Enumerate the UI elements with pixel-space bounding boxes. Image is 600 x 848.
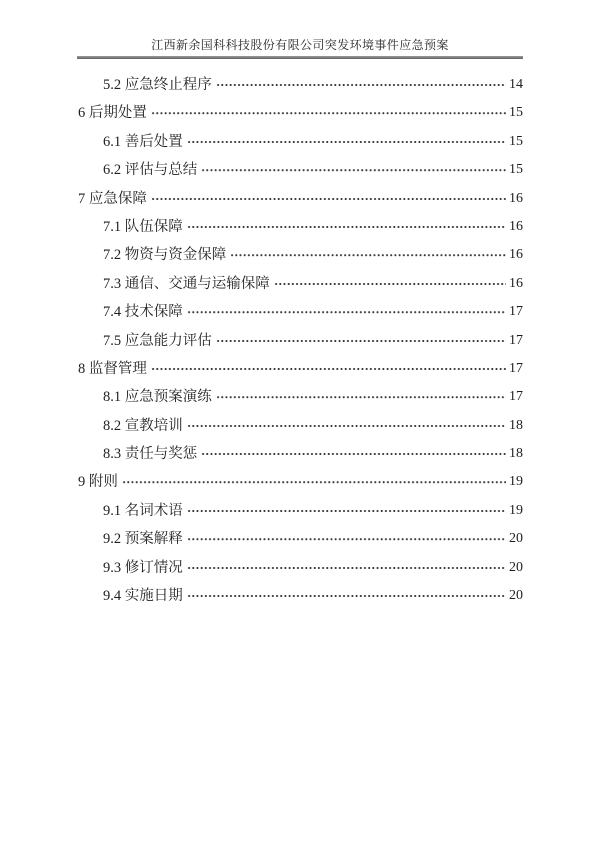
toc-dot-leader <box>201 440 506 468</box>
toc-dot-leader <box>151 99 506 127</box>
toc-dot-leader <box>187 497 506 525</box>
toc-dot-leader <box>151 185 506 213</box>
document-header-title: 江西新余国科科技股份有限公司突发环境事件应急预案 <box>151 38 449 52</box>
toc-dot-leader <box>187 298 506 326</box>
toc-entry-label: 9.2 预案解释 <box>103 531 183 548</box>
toc-dot-leader <box>216 71 506 99</box>
toc-entry <box>78 468 523 496</box>
toc-dot-leader <box>274 270 506 298</box>
toc-entry-label: 8.1 应急预案演练 <box>103 389 212 406</box>
toc-entry <box>78 383 523 411</box>
toc-entry-page: 16 <box>509 218 523 234</box>
toc-entry <box>78 156 523 184</box>
toc-entry-page: 20 <box>509 531 523 547</box>
toc-entry-page: 19 <box>509 502 523 518</box>
toc-entry-label: 7.3 通信、交通与运输保障 <box>103 275 270 292</box>
header-rule <box>77 56 523 59</box>
toc-entry <box>78 298 523 326</box>
toc-entry <box>78 213 523 241</box>
toc-entry-label: 7.2 物资与资金保障 <box>103 247 227 264</box>
toc-entry <box>78 327 523 355</box>
toc-entry-page: 18 <box>509 417 523 433</box>
toc-dot-leader <box>201 156 506 184</box>
toc-entry-page: 20 <box>509 588 523 604</box>
toc-entry <box>78 355 523 383</box>
toc-entry-label: 9.1 名词术语 <box>103 502 183 519</box>
toc-entry <box>78 525 523 553</box>
toc-dot-leader <box>216 327 506 355</box>
toc-entry-label: 7 应急保障 <box>78 190 147 207</box>
toc-entry-label: 7.4 技术保障 <box>103 304 183 321</box>
toc-entry-page: 17 <box>509 389 523 405</box>
toc-entry-page: 16 <box>509 247 523 263</box>
toc-entry-page: 19 <box>509 474 523 490</box>
toc-entry-page: 17 <box>509 304 523 320</box>
toc-dot-leader <box>187 525 506 553</box>
table-of-contents <box>78 71 523 610</box>
toc-entry-label: 8.3 责任与奖惩 <box>103 446 198 463</box>
toc-entry-page: 16 <box>509 190 523 206</box>
toc-dot-leader <box>151 355 506 383</box>
toc-entry-label: 6 后期处置 <box>78 105 147 122</box>
toc-dot-leader <box>187 554 506 582</box>
toc-dot-leader <box>187 213 506 241</box>
toc-entry <box>78 440 523 468</box>
toc-dot-leader <box>187 412 506 440</box>
toc-entry-page: 16 <box>509 275 523 291</box>
toc-dot-leader <box>230 241 506 269</box>
toc-entry <box>78 554 523 582</box>
toc-entry <box>78 497 523 525</box>
toc-entry-label: 6.1 善后处置 <box>103 133 183 150</box>
toc-entry-page: 17 <box>509 360 523 376</box>
toc-entry-label: 9.4 实施日期 <box>103 588 183 605</box>
toc-entry <box>78 71 523 99</box>
toc-dot-leader <box>187 582 506 610</box>
toc-entry-page: 14 <box>509 77 523 92</box>
toc-entry <box>78 128 523 156</box>
toc-entry-label: 5.2 应急终止程序 <box>103 77 212 93</box>
toc-entry-label: 8.2 宣教培训 <box>103 417 183 434</box>
toc-entry <box>78 270 523 298</box>
toc-entry-page: 15 <box>509 133 523 149</box>
toc-entry <box>78 241 523 269</box>
toc-entry-label: 7.5 应急能力评估 <box>103 332 212 349</box>
toc-dot-leader <box>122 468 506 496</box>
toc-dot-leader <box>187 128 506 156</box>
toc-entry <box>78 582 523 610</box>
toc-entry <box>78 412 523 440</box>
toc-entry-page: 15 <box>509 162 523 178</box>
toc-entry-label: 6.2 评估与总结 <box>103 162 198 179</box>
toc-entry-page: 20 <box>509 559 523 575</box>
toc-entry-page: 18 <box>509 446 523 462</box>
toc-entry-label: 9 附则 <box>78 474 118 491</box>
toc-entry-label: 7.1 队伍保障 <box>103 218 183 235</box>
toc-dot-leader <box>216 383 506 411</box>
toc-entry-label: 8 监督管理 <box>78 360 147 377</box>
toc-entry-page: 15 <box>509 105 523 121</box>
toc-entry-label: 9.3 修订情况 <box>103 559 183 576</box>
toc-entry <box>78 185 523 213</box>
toc-entry <box>78 99 523 127</box>
toc-entry-page: 17 <box>509 332 523 348</box>
